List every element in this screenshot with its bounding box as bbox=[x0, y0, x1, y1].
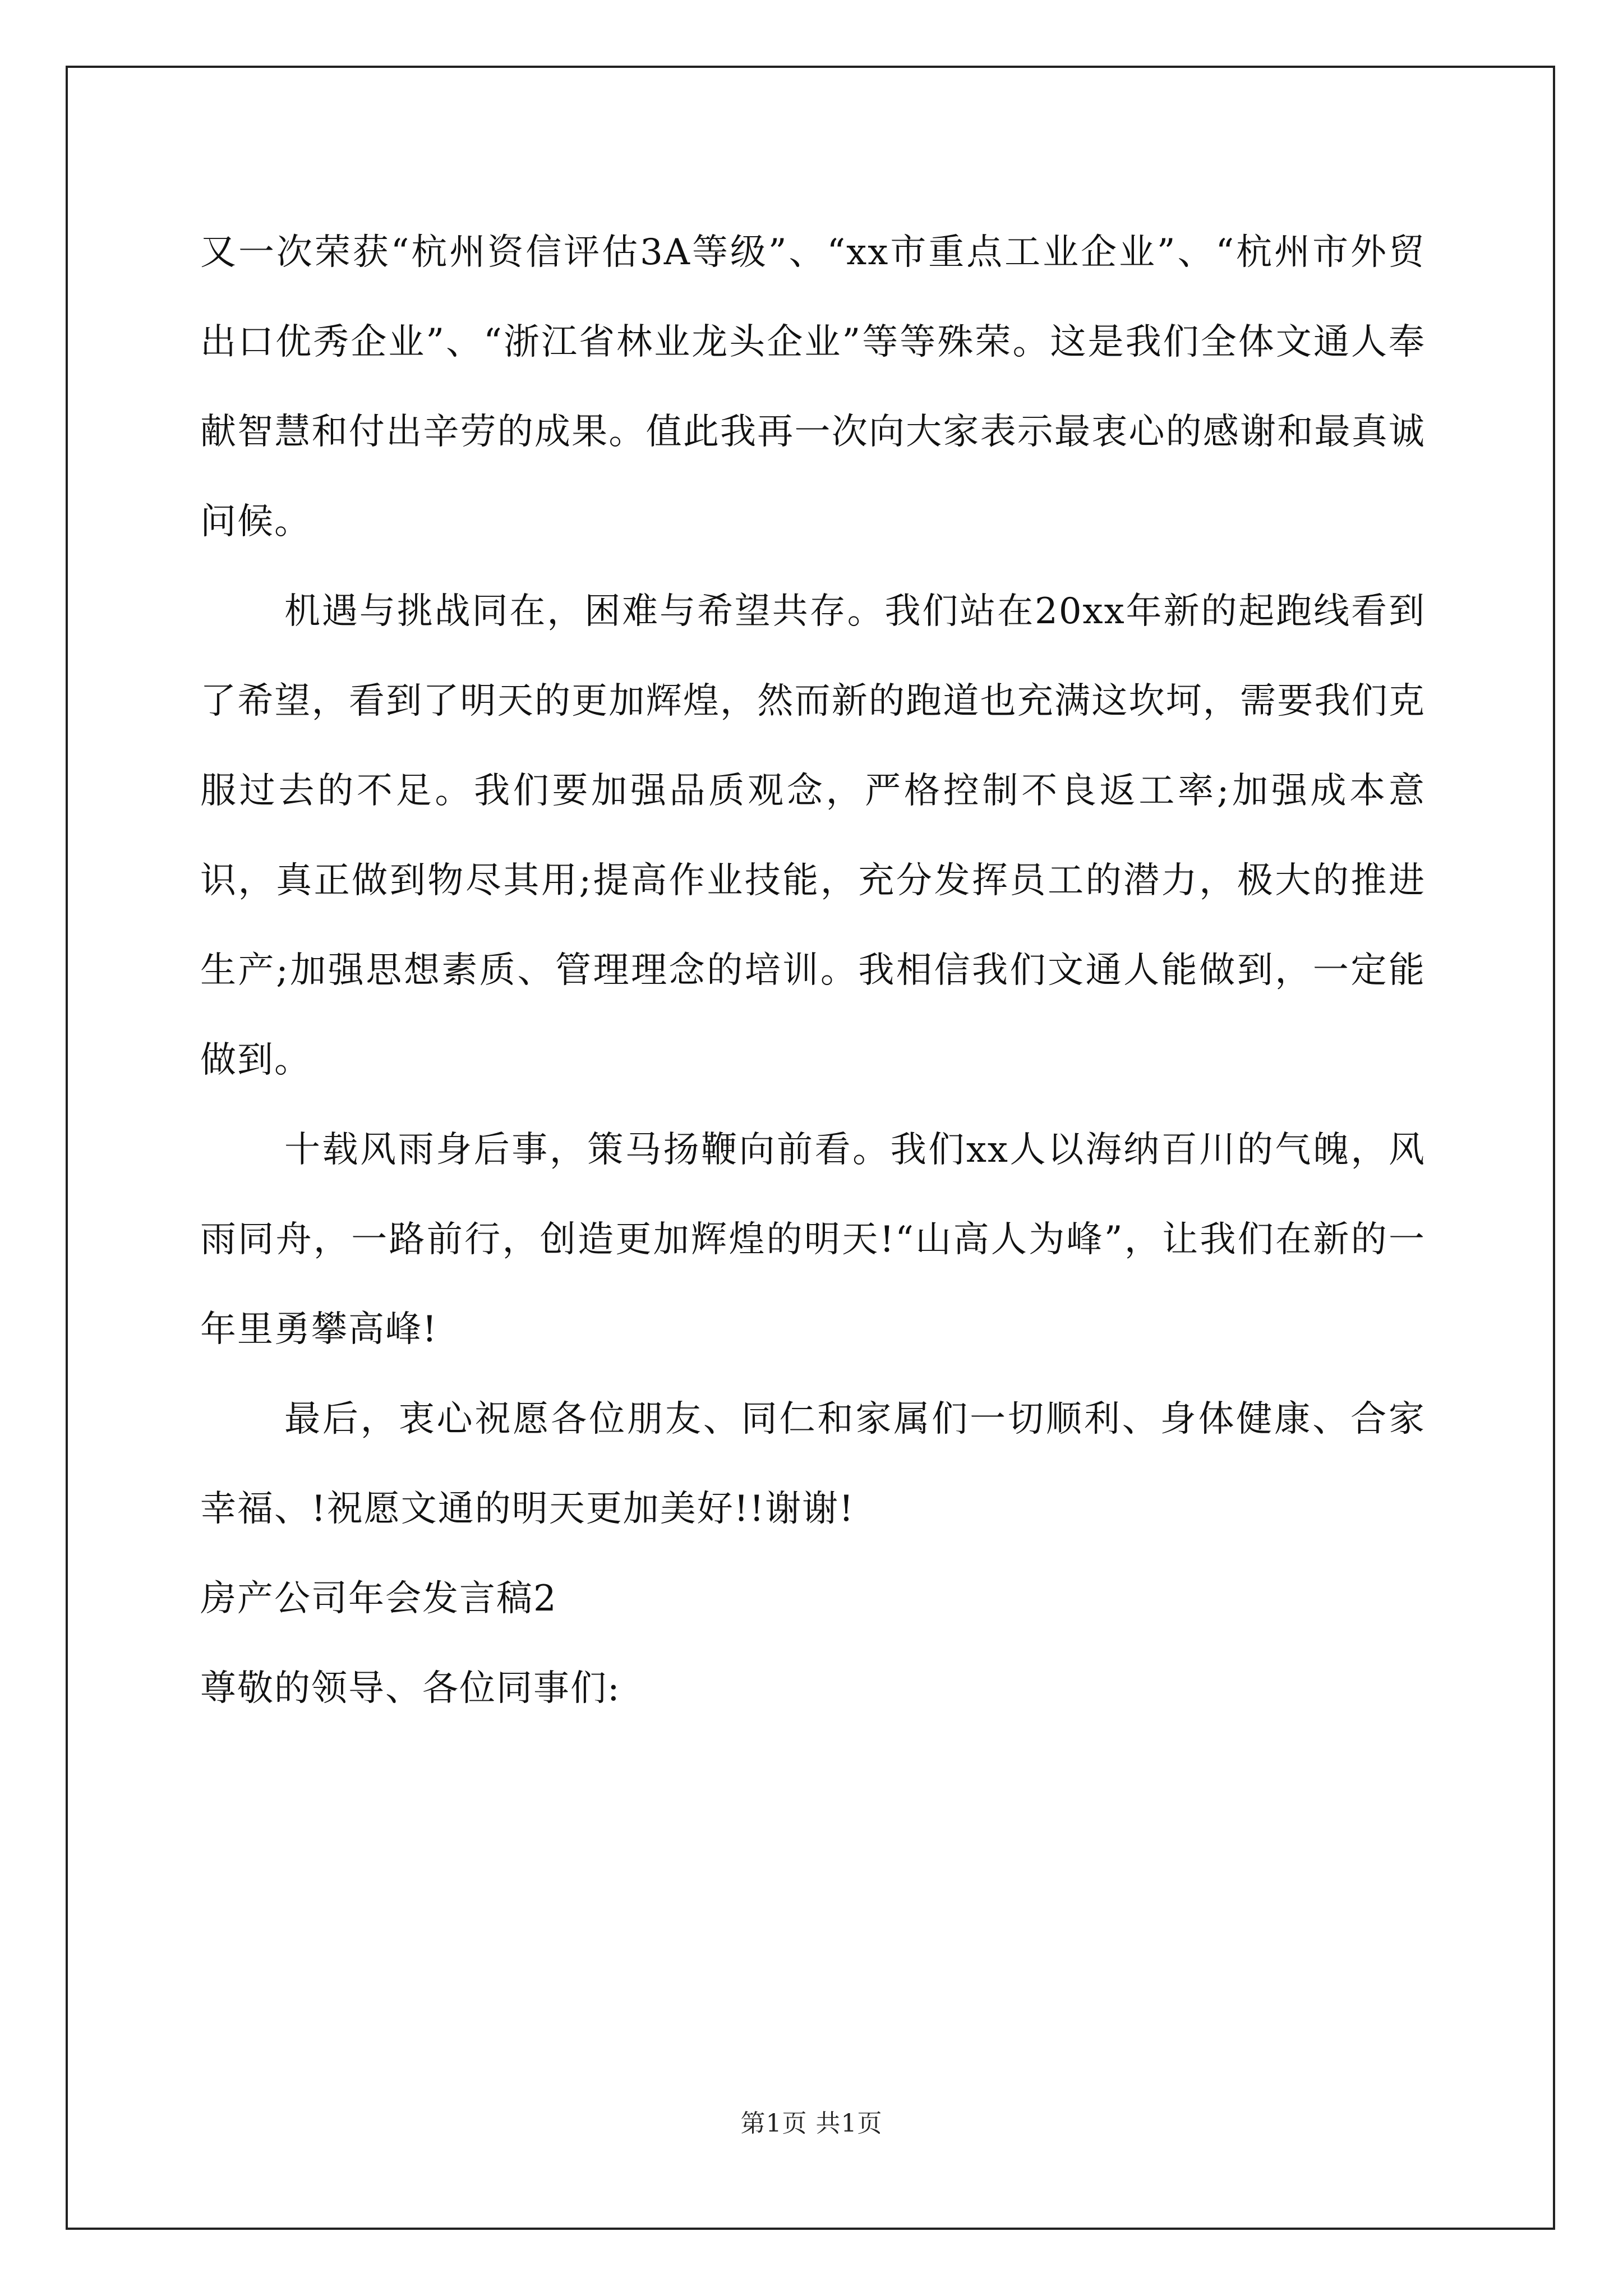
paragraph-awards: 又一次荣获“杭州资信评估3A等级”、“xx市重点工业企业”、“杭州市外贸出口优秀企业”、“浙江省林业龙头企业”等等殊荣。这是我们全体文通人奉献智慧和付出辛劳的成果。值此我再一次向大家表示最衷心的感谢和最真诚问候。 bbox=[200, 232, 1426, 542]
page-footer: 第1页 共1页 bbox=[740, 2109, 883, 2138]
salutation: 尊敬的领导、各位同事们: bbox=[200, 1668, 621, 1709]
paragraph-opportunity: 机遇与挑战同在，困难与希望共存。我们站在20xx年新的起跑线看到了希望，看到了明天的更加辉煌，然而新的跑道也充满这坎坷，需要我们克服过去的不足。我们要加强品质观念，严格控制不良返工率;加强成本意识，真正做到物尽其用;提高作业技能，充分发挥员工的潜力，极大的推进生产;加强思想素质、管理理念的培训。我相信我们文通人能做到，一定能做到。 bbox=[200, 591, 1426, 1081]
paragraph-ten-years: 十载风雨身后事，策马扬鞭向前看。我们xx人以海纳百川的气魄，风雨同舟，一路前行，创造更加辉煌的明天!“山高人为峰”，让我们在新的一年里勇攀高峰! bbox=[200, 1129, 1426, 1350]
paragraph-closing-wishes: 最后，衷心祝愿各位朋友、同仁和家属们一切顺利、身体健康、合家幸福、!祝愿文通的明天更加美好!!谢谢! bbox=[200, 1398, 1426, 1530]
section-heading: 房产公司年会发言稿2 bbox=[200, 1578, 557, 1619]
document-body bbox=[200, 208, 1426, 1733]
